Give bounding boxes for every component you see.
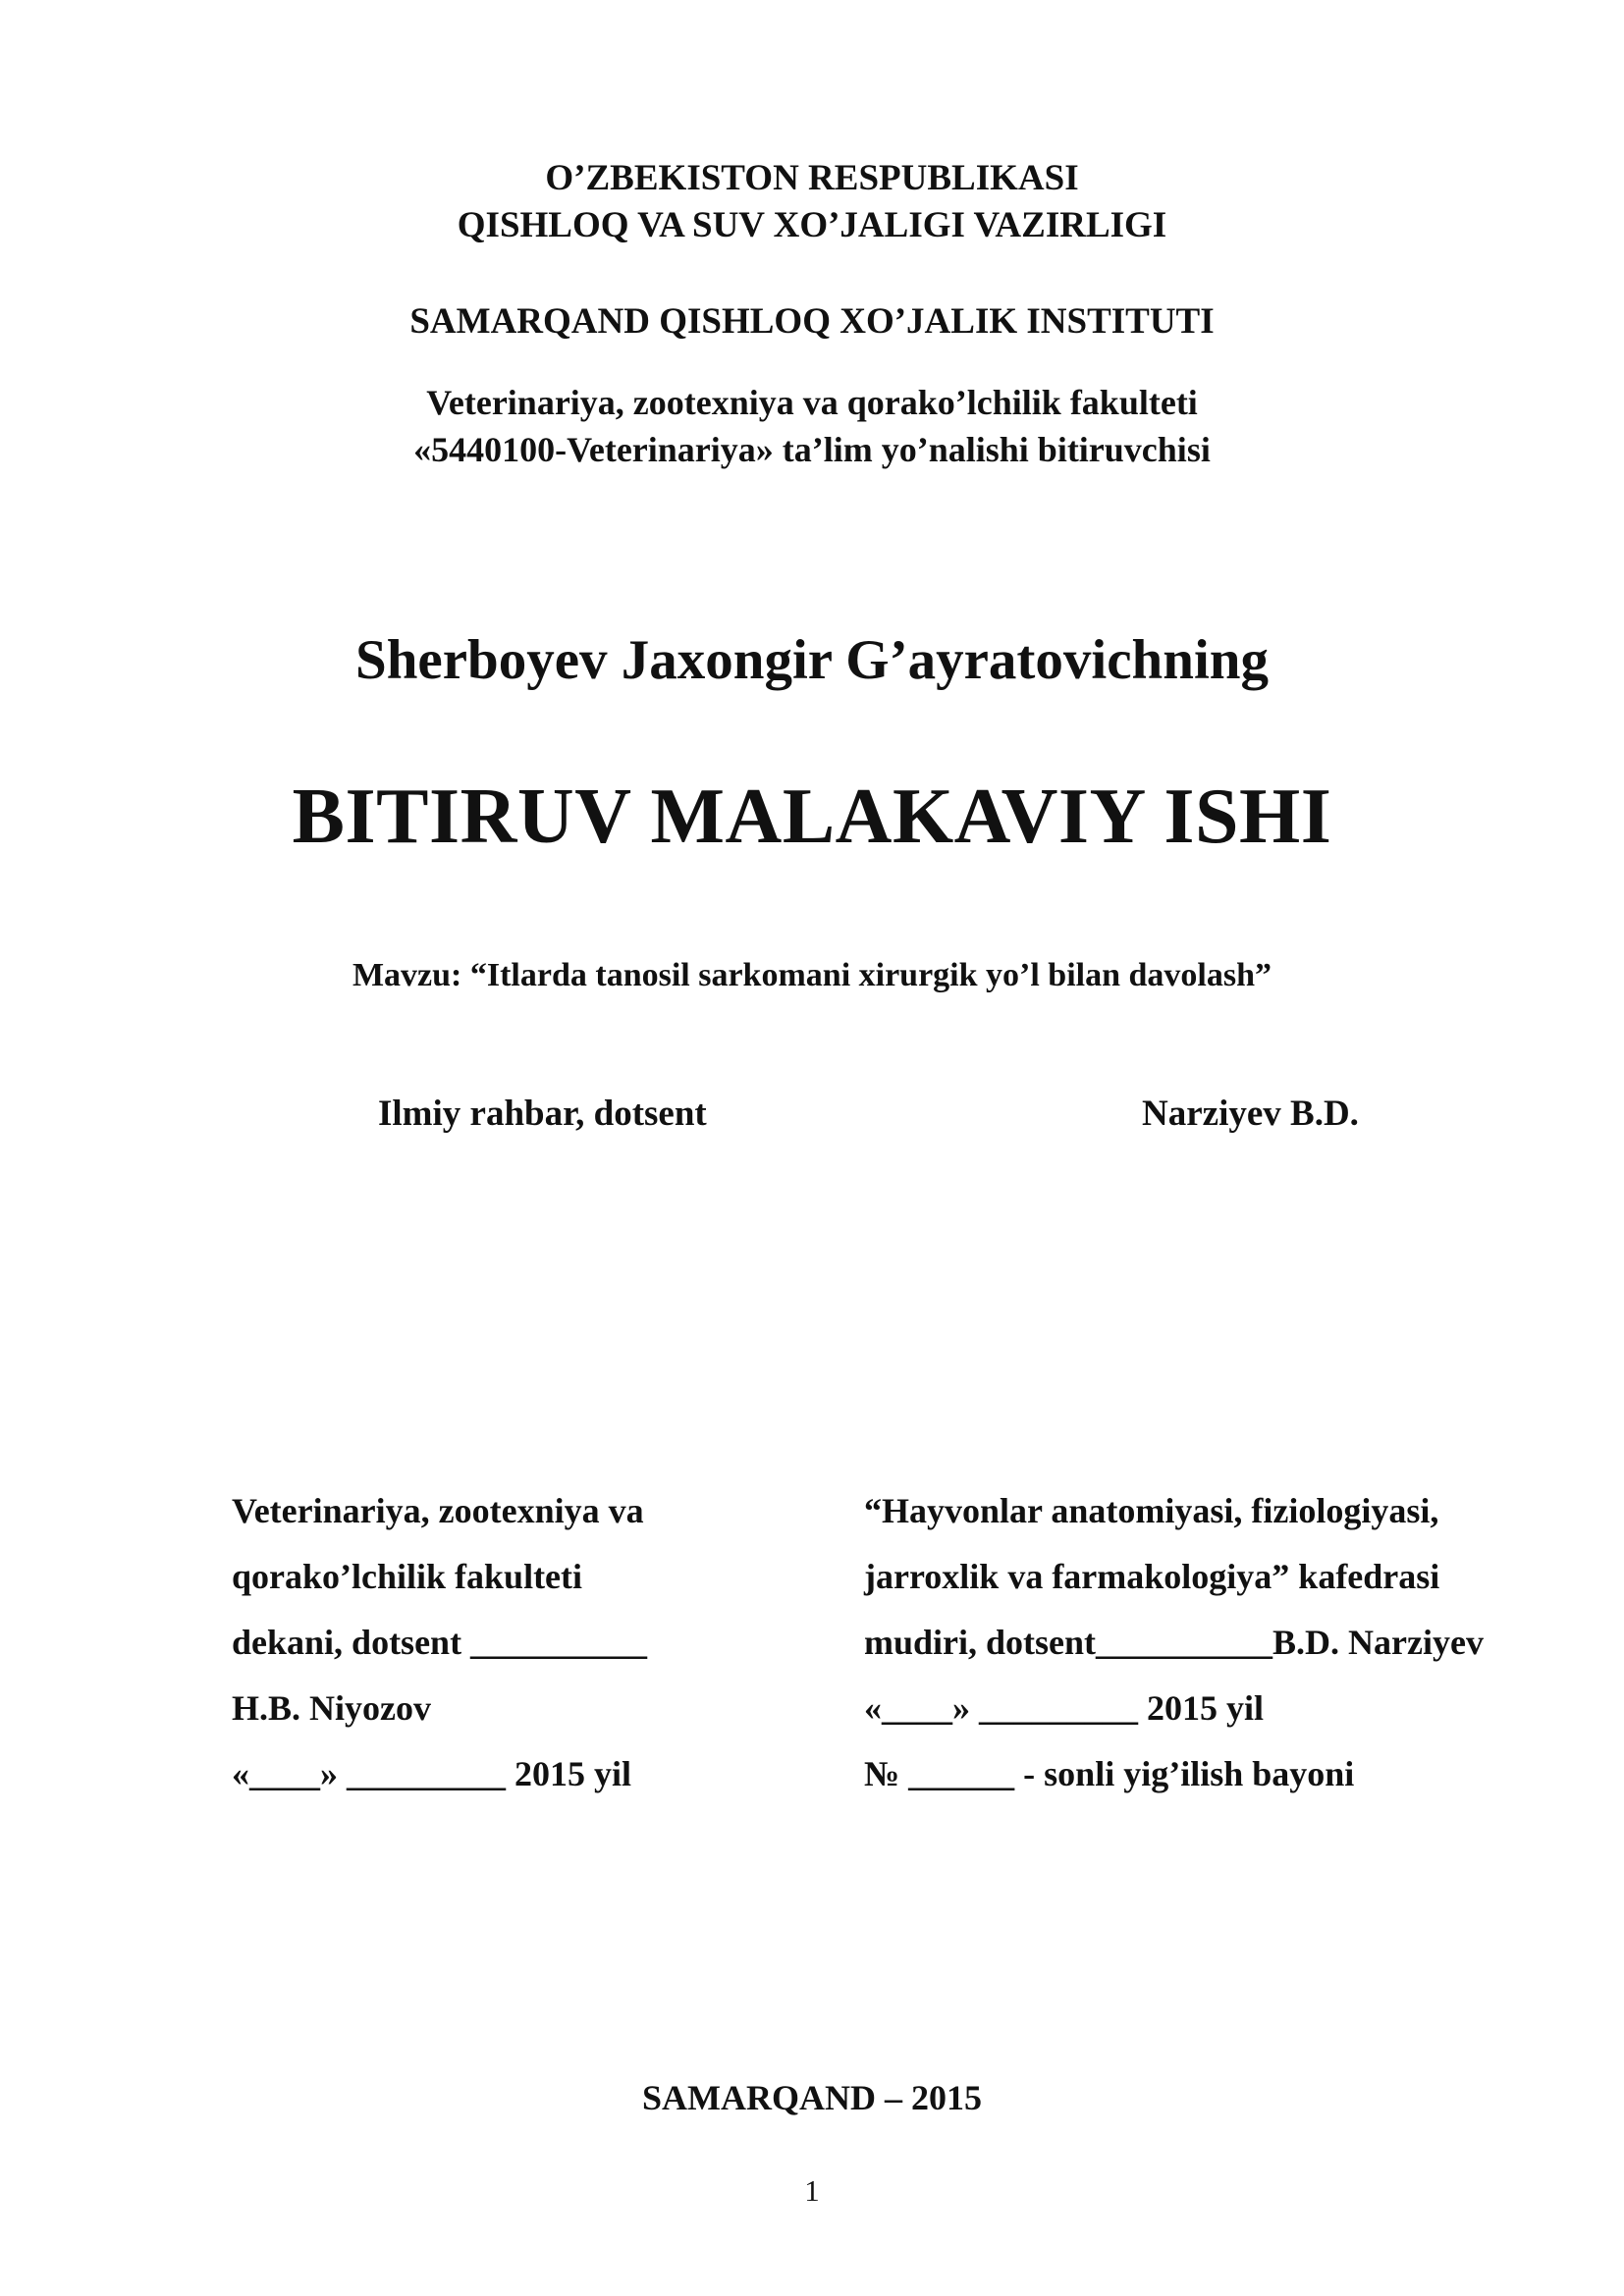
dean-line-2: qorako’lchilik fakulteti <box>232 1557 583 1596</box>
program-line: «5440100-Veterinariya» ta’lim yo’nalishi bitiruvchisi <box>413 430 1211 469</box>
author-name: Sherboyev Jaxongir G’ayratovichning <box>355 629 1269 691</box>
department-line-4: «____» _________ 2015 yil <box>864 1688 1265 1728</box>
department-approval-block <box>864 1478 1484 1807</box>
page-number: 1 <box>804 2173 820 2208</box>
supervisor-label: Ilmiy rahbar, dotsent <box>378 1094 707 1134</box>
department-line-2: jarroxlik va farmakologiya” kafedrasi <box>864 1557 1440 1596</box>
thesis-topic: Mavzu: “Itlarda tanosil sarkomani xirurgik yo’l bilan davolash” <box>352 957 1272 993</box>
institute-heading: SAMARQAND QISHLOQ XO’JALIK INSTITUTI <box>409 301 1215 342</box>
dean-line-4: H.B. Niyozov <box>232 1688 431 1728</box>
city-year: SAMARQAND – 2015 <box>642 2078 982 2117</box>
dean-line-3: dekani, dotsent __________ <box>232 1623 648 1662</box>
department-line-5: № ______ - sonli yig’ilish bayoni <box>864 1754 1355 1793</box>
dean-approval-block <box>232 1478 647 1807</box>
supervisor-name: Narziyev B.D. <box>1142 1094 1359 1134</box>
ministry-heading: QISHLOQ VA SUV XO’JALIGI VAZIRLIGI <box>457 205 1167 245</box>
department-line-1: “Hayvonlar anatomiyasi, fiziologiyasi, <box>864 1491 1439 1530</box>
document-title: BITIRUV MALAKAVIY ISHI <box>292 774 1332 860</box>
country-heading: O’ZBEKISTON RESPUBLIKASI <box>545 158 1079 198</box>
dean-line-1: Veterinariya, zootexniya va <box>232 1491 644 1530</box>
department-line-3: mudiri, dotsent__________B.D. Narziyev <box>864 1623 1484 1662</box>
faculty-line: Veterinariya, zootexniya va qorako’lchilik fakulteti <box>426 383 1198 422</box>
dean-line-5: «____» _________ 2015 yil <box>232 1754 632 1793</box>
